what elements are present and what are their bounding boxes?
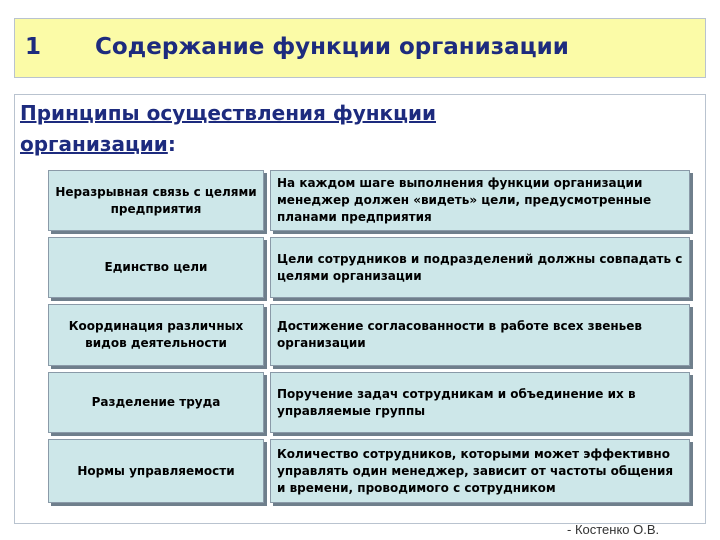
- principle-box: [48, 304, 264, 366]
- principle-label: Разделение труда: [91, 395, 221, 409]
- description-text: Достижение согласованности в работе всех звеньев организации: [277, 319, 642, 350]
- description-box: [270, 372, 690, 433]
- description-text: Количество сотрудников, которыми может эффективно управлять один менеджер, зависит от частоты общения и времени, проводимого с сотрудником: [277, 446, 674, 495]
- principle-label: Неразрывная связь с целями предприятия: [55, 184, 257, 216]
- principle-box: [48, 372, 264, 433]
- title-bar: [14, 18, 706, 78]
- slide-number: 1: [25, 34, 42, 60]
- principle-label: Координация различных видов деятельности: [68, 319, 244, 350]
- description-text: На каждом шаге выполнения функции организации менеджер должен «видеть» цели, предусмотренные планами предприятия: [277, 176, 652, 224]
- principle-label: Единство цели: [104, 260, 208, 274]
- description-text: Поручение задач сотрудникам и объединение их в управляемые группы: [277, 386, 636, 418]
- slide-title: Содержание функции организации: [95, 34, 569, 60]
- section-heading-colon: :: [167, 132, 176, 156]
- section-heading-text: Принципы осуществления функции организации: [20, 101, 436, 156]
- description-box: [270, 237, 690, 298]
- description-box: [270, 170, 690, 231]
- description-text: Цели сотрудников и подразделений должны совпадать с целями организации: [277, 251, 683, 283]
- principle-box: [48, 237, 264, 298]
- principle-box: [48, 170, 264, 231]
- section-heading: [20, 98, 580, 160]
- principle-box: [48, 439, 264, 503]
- description-box: [270, 304, 690, 366]
- author-credit: - Костенко О.В.: [567, 522, 660, 537]
- principle-label: Нормы управляемости: [77, 463, 235, 478]
- description-box: [270, 439, 690, 503]
